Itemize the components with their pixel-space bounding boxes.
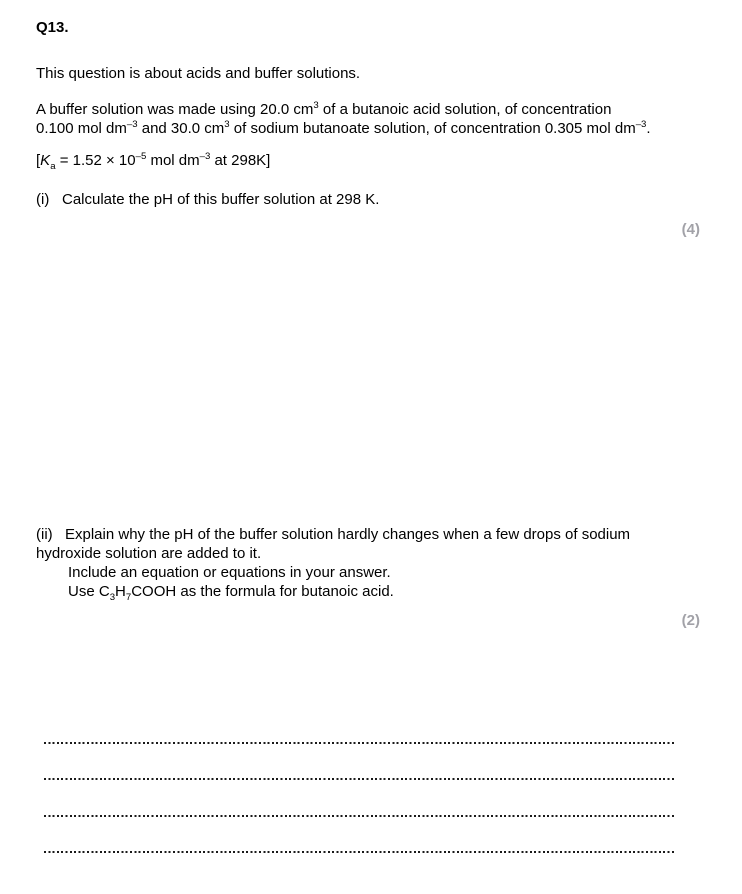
part-i-question xyxy=(36,190,706,209)
part-i-text: Calculate the pH of this buffer solution at 298 K. xyxy=(62,191,380,208)
setup-line-1: A buffer solution was made using 20.0 $cm^3$ of a butanoic acid solution, of concentration xyxy=(36,100,612,118)
ka-constant-line: [$K_a = 1.52 \times 10^{-5}$ mol $dm^{-3}$ at 298K] xyxy=(36,151,271,172)
part-i-marks: (4) xyxy=(681,221,700,238)
part-ii-marks: (2) xyxy=(681,612,700,629)
part-ii-instruction-2: Use $C_3H_7COOH$ as the formula for butanoic acid. xyxy=(68,583,394,603)
question-number: Q13. xyxy=(36,19,69,36)
part-ii-question xyxy=(36,525,706,601)
part-ii-prompt-line-2: hydroxide solution are added to it. xyxy=(36,545,262,562)
setup-line-2: 0.100 mol $dm^{-3}$ and 30.0 $cm^3$ of sodium butanoate solution, of concentration 0.305 mol $dm^{-3}$. xyxy=(36,119,651,137)
answer-dotted-line xyxy=(44,778,675,780)
part-ii-prompt-text: Explain why the pH of the buffer solution hardly changes when a few drops of sodium xyxy=(65,526,631,543)
answer-dotted-line xyxy=(44,742,675,744)
part-ii-prompt-line-1 xyxy=(36,525,706,544)
intro-text: This question is about acids and buffer solutions. xyxy=(36,65,361,82)
part-ii-label: (ii) xyxy=(36,526,53,543)
setup-paragraph xyxy=(36,100,716,138)
part-ii-instruction-1: Include an equation or equations in your answer. xyxy=(68,564,391,581)
answer-dotted-line xyxy=(44,815,675,817)
part-i-label: (i) xyxy=(36,191,50,208)
answer-dotted-line xyxy=(44,851,675,853)
